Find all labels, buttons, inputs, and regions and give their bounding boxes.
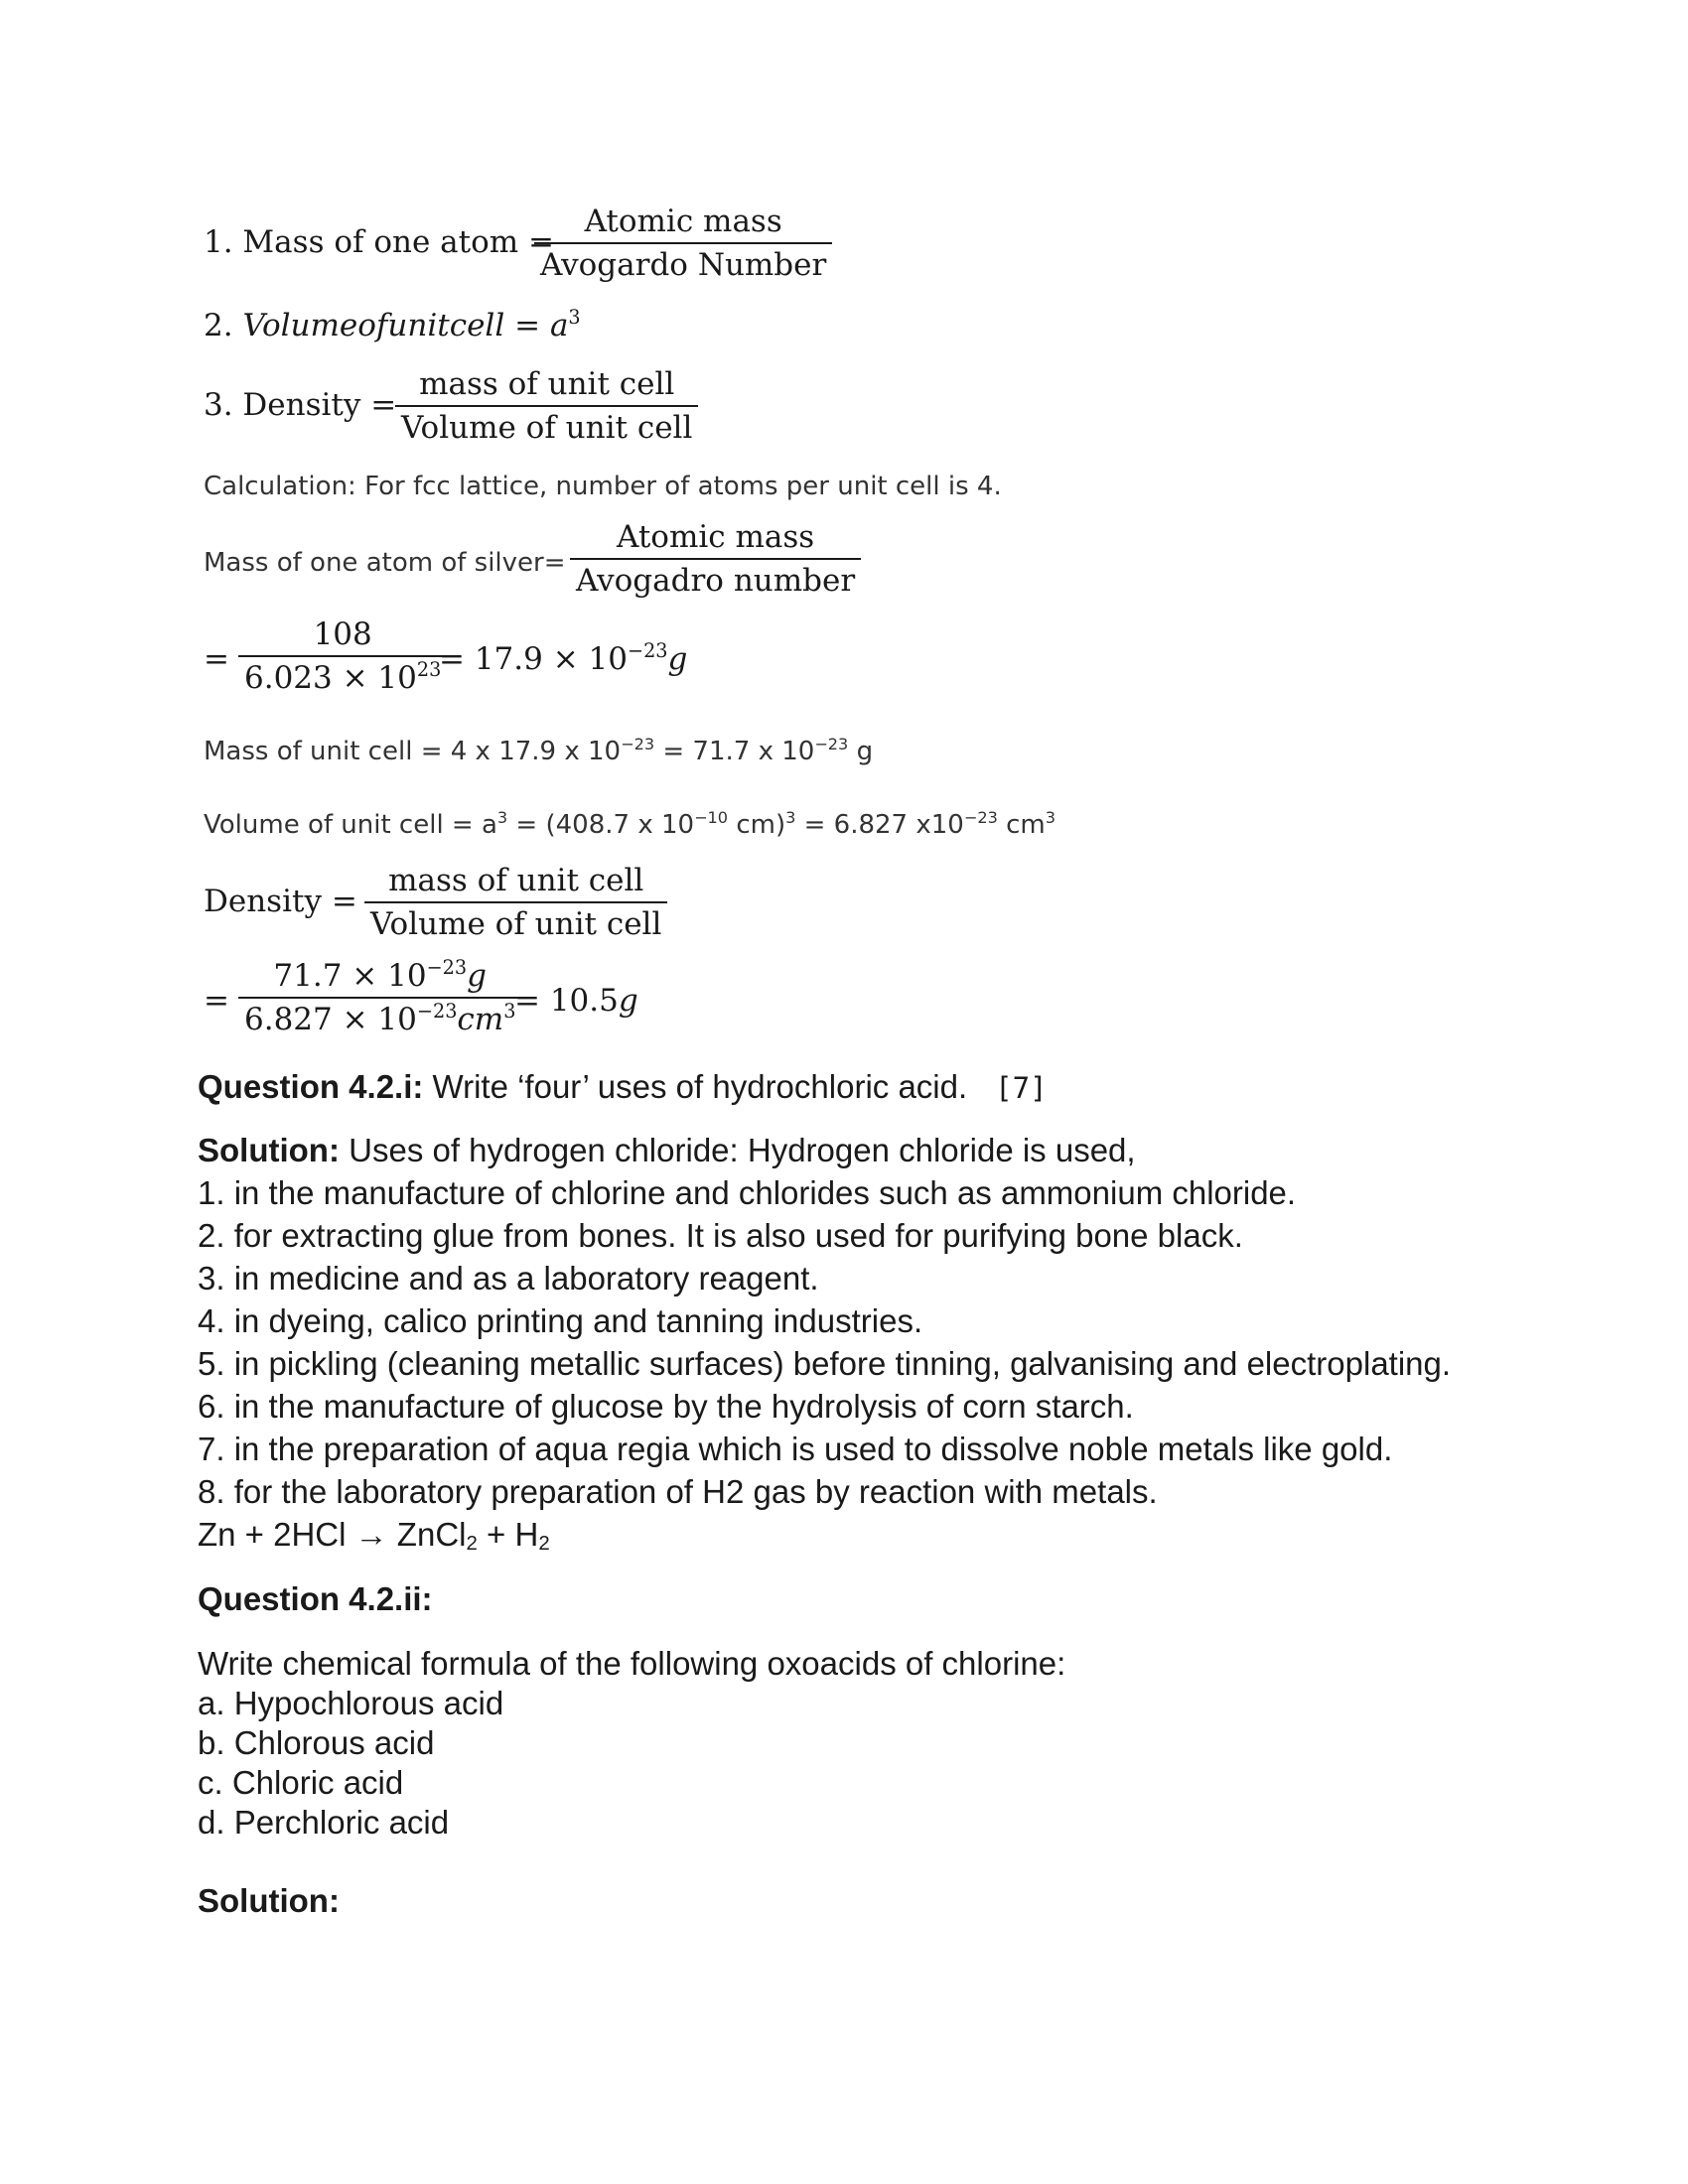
calculation-intro: Calculation: For fcc lattice, number of atoms per unit cell is 4. (204, 472, 1002, 501)
density-numerator: mass of unit cell (388, 863, 644, 898)
solution-label: Solution: (198, 1132, 340, 1168)
silver-atom-numerator: Atomic mass (616, 519, 815, 555)
question-intro: Write chemical formula of the following oxoacids of chlorine: (198, 1645, 1066, 1682)
list-item: d. Perchloric acid (198, 1804, 450, 1841)
formula-3-fraction (395, 363, 698, 449)
density-label: Density = (204, 884, 357, 919)
question-text: Write ‘four’ uses of hydrochloric acid. (423, 1068, 968, 1105)
eq2-fraction (238, 955, 521, 1040)
question-4-2-ii-label: Question 4.2.ii: (198, 1580, 433, 1617)
list-item: 8. for the laboratory preparation of H2 gas by reaction with metals. (198, 1473, 1158, 1510)
marks-badge: [7] (995, 1071, 1048, 1105)
eq2-lead: = (204, 983, 229, 1019)
density-denominator: Volume of unit cell (364, 901, 667, 945)
list-item: 3. in medicine and as a laboratory reagent. (198, 1260, 819, 1297)
list-item: b. Chlorous acid (198, 1724, 435, 1761)
formula-3-denominator: Volume of unit cell (395, 405, 698, 449)
list-item: 5. in pickling (cleaning metallic surfaces) before tinning, galvanising and electroplating. (198, 1345, 1452, 1382)
eq1-denominator: $6.023 \times 10^{23}$ (238, 655, 447, 699)
density-fraction (364, 860, 667, 945)
reaction-equation: Zn + 2HCl → ZnCl$_2$ + $H_2$ (198, 1516, 550, 1556)
question-4-2-ii-body (198, 1642, 1065, 1841)
silver-atom-fraction (570, 516, 861, 602)
question-4-2-i (198, 1065, 1048, 1110)
mass-unit-cell-line: Mass of unit cell = 4 x 17.9 x $10^{-23} = 71.7$ x $10^{-23}$ g (204, 735, 874, 766)
uses-list (198, 1171, 1451, 1513)
formula-2-label: 2. (204, 308, 243, 343)
eq1-result: = $17.9 \times 10^{-23}g$ (439, 639, 688, 677)
formula-2-equals: = (504, 308, 550, 343)
list-item: c. Chloric acid (198, 1764, 404, 1801)
solution-2-label: Solution: (198, 1882, 340, 1919)
formula-1-fraction (534, 201, 832, 286)
list-item: 6. in the manufacture of glucose by the hydrolysis of corn starch. (198, 1388, 1134, 1425)
silver-atom-label: Mass of one atom of silver= (204, 548, 566, 578)
formula-1-denominator: Avogardo Number (534, 242, 832, 286)
list-item: 4. in dyeing, calico printing and tanning industries. (198, 1302, 923, 1339)
formula-2-expression: Volumeofunitcell (242, 308, 505, 343)
silver-atom-denominator: Avogadro number (570, 558, 861, 602)
formula-volume-of-unit-cell (204, 308, 581, 343)
formula-2-variable: a (549, 308, 569, 343)
formula-1-numerator: Atomic mass (584, 204, 782, 239)
eq1-lead: = (204, 641, 229, 677)
eq1-fraction (238, 614, 447, 699)
formula-2-exponent: 3 (568, 306, 581, 330)
solution-uses-hcl (198, 1129, 1451, 1556)
list-item: 1. in the manufacture of chlorine and chlorides such as ammonium chloride. (198, 1174, 1297, 1211)
eq2-result: = 10.5g (514, 983, 638, 1019)
eq2-numerator: $71.7 \times 10^{-23}g$ (273, 956, 487, 994)
list-item: 2. for extracting glue from bones. It is also used for purifying bone black. (198, 1217, 1243, 1254)
solution-heading-line (198, 1129, 1451, 1171)
formula-1-label: 1. Mass of one atom = (204, 224, 554, 260)
question-label: Question 4.2.i: (198, 1068, 424, 1105)
solution-intro: Uses of hydrogen chloride: Hydrogen chloride is used, (339, 1132, 1136, 1168)
list-item: a. Hypochlorous acid (198, 1685, 504, 1721)
eq1-numerator: 108 (313, 616, 372, 652)
eq2-denominator: $6.827 \times 10^{-23}cm^3$ (238, 997, 521, 1040)
formula-3-label: 3. Density = (204, 387, 397, 423)
list-item: 7. in the preparation of aqua regia which is used to dissolve noble metals like gold. (198, 1431, 1393, 1467)
formula-3-numerator: mass of unit cell (419, 366, 675, 402)
volume-unit-cell-line: Volume of unit cell = $a^3 = (408.7$ x $10^{-10}$ cm)$^3$ = 6.827 $x10^{-23}$ $cm^3$ (204, 808, 1055, 840)
